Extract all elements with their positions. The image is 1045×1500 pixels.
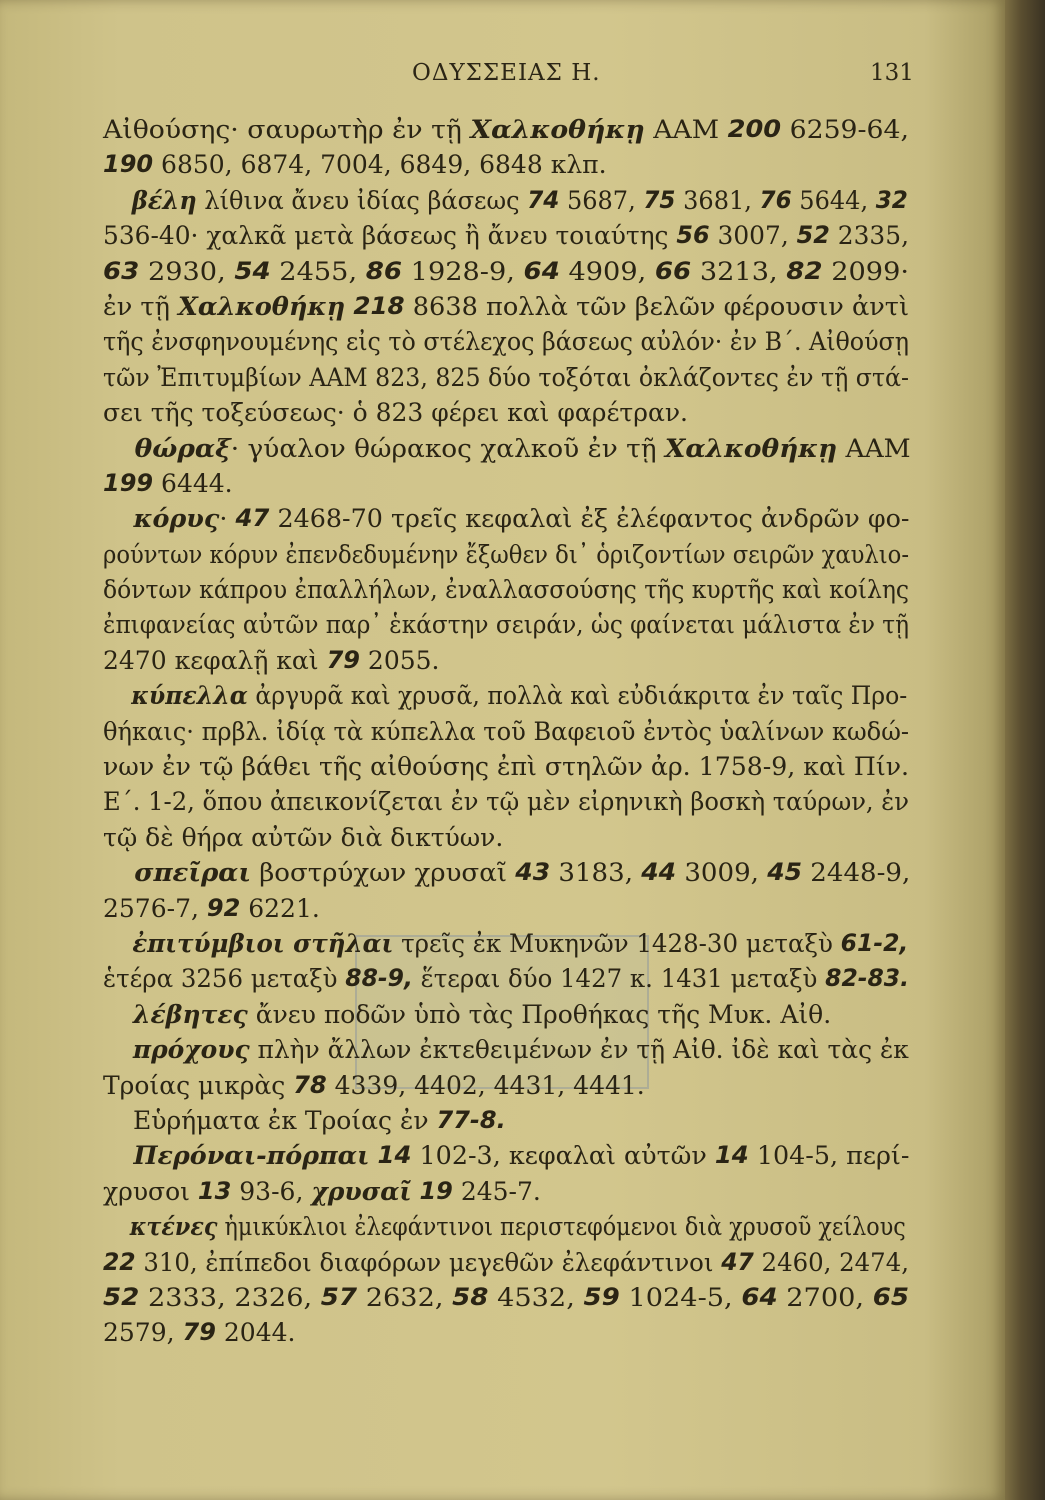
text-run: 245-7. [452,1176,541,1206]
text-run: Εὑρήματα ἐκ Τροίας ἐν [133,1105,437,1135]
reference-number: 52 [796,221,830,250]
text-run: 1024-5, [619,1282,742,1312]
text-line [103,395,909,430]
text-run: 2099· [822,256,909,286]
text-run [345,289,353,324]
text-run: 3007, [709,221,797,251]
reference-number: 19 [419,1176,453,1205]
text-run: λίθινα ἄνευ ἰδίας βάσεως [196,185,528,215]
reference-number: 43 [515,858,551,887]
text-run: δόντων κάπρου ἐπαλλήλων, ἐναλλασσούσης τῆς κυρτῆς καὶ κοίλης [103,575,909,605]
text-run: 4909, [559,256,655,286]
text-line [103,501,921,536]
reference-number: 65 [872,1282,909,1311]
text-run: 5687, [559,185,644,215]
reference-number: 66 [654,256,692,285]
reference-number: 59 [583,1282,620,1311]
text-line [103,643,909,678]
reference-number: 86 [365,256,403,285]
text-run: 2576-7, [103,893,207,923]
reference-number: 76 [759,185,792,214]
text-line [103,572,909,607]
text-run: 6259-64, [781,115,909,144]
text-line [103,360,909,395]
text-run [412,1174,420,1209]
reference-number: 54 [234,256,271,285]
text-run: 4339, 4402, 4431, 4441. [326,1070,645,1100]
text-line [103,1245,909,1280]
text-run: ἡμικύκλιοι ἐλεφάντινοι περιστεφόμενοι διὰ χρυσοῦ χείλους [217,1212,906,1242]
entry-term: χρυσαῖ [311,1176,412,1206]
reference-number: 63 [103,256,140,285]
text-run: · [219,504,236,534]
reference-number: 32 [875,185,908,214]
text-line [103,1032,909,1067]
entry-term: κύπελλα [131,681,248,711]
text-line [103,254,979,289]
text-run: Τροίας μικρὰς [103,1070,294,1100]
reference-number: 57 [320,1282,358,1311]
text-run: ΑΑΜ [644,115,728,144]
text-run: 5644, [791,185,876,215]
text-run: 6850, 6874, 7004, 6849, 6848 κλπ. [153,150,607,180]
text-line [103,1209,906,1244]
text-line [103,466,909,501]
text-run: 102-3, κεφαλαὶ αὐτῶν [411,1141,715,1171]
text-line [103,607,909,642]
text-line [103,183,908,218]
text-run: 2930, [139,256,235,286]
text-line [103,749,915,784]
text-line [103,891,909,926]
running-title: ΟΔΥΣΣΕΙΑΣ Η. [412,60,601,86]
text-line [103,1068,909,1103]
text-run: 2455, [270,256,366,286]
text-run: ἐπιφανείας αὐτῶν παρ᾽ ἑκάστην σειράν, ὡς φαίνεται μάλιστα ἐν τῇ [103,610,909,640]
text-run: 8638 πολλὰ τῶν βελῶν φέρουσιν ἀντὶ [404,291,909,321]
text-run: τρεῖς ἐκ Μυκηνῶν 1428-30 μεταξὺ [393,928,841,958]
entry-term: λέβητες [133,999,248,1029]
text-line [103,1103,909,1138]
text-run: ἀργυρᾶ καὶ χρυσᾶ, πολλὰ καὶ εὐδιάκριτα ἐν ταῖς Προ- [247,681,908,711]
text-run: τῷ δὲ θήρα αὐτῶν διὰ δικτύων. [103,822,504,852]
reference-number: 74 [527,185,560,214]
text-run: πλὴν ἄλλων ἐκτεθειμένων ἐν τῇ Αἰθ. ἰδὲ καὶ τὰς ἐκ [249,1035,909,1065]
text-run: 2700, [777,1282,873,1312]
text-line [103,855,943,890]
text-run: 310, ἐπίπεδοι διαφόρων μεγεθῶν ἐλεφάντινοι [135,1247,722,1277]
page-header [0,60,1005,100]
reference-number: 79 [182,1318,216,1347]
text-run: 2468-70 τρεῖς κεφαλαὶ ἐξ ἐλέφαντος ἀνδρῶν φο- [269,504,910,534]
text-run: σαυρωτὴρ [247,115,384,144]
reference-number: 92 [206,893,241,922]
reference-number: 47 [721,1247,754,1276]
text-line [103,926,909,961]
reference-number: 22 [103,1247,136,1276]
text-line [103,997,909,1032]
entry-term: Χαλκοθήκῃ [470,115,645,144]
reference-number: 200 [727,115,782,143]
text-line [103,147,909,182]
text-run: 6221. [240,893,320,923]
text-line [103,1174,909,1209]
reference-number: 75 [643,185,676,214]
text-run [369,1138,377,1173]
text-run: 2632, [357,1282,453,1312]
text-run: 3681, [675,185,760,215]
text-run: ἕτεραι δύο 1427 κ. 1431 μεταξὺ [412,964,826,994]
reference-number: 78 [293,1070,327,1099]
page-body-text [103,112,909,1351]
text-line [103,112,963,147]
reference-number: 56 [676,221,710,250]
text-run: 104-5, περί- [748,1141,910,1171]
reference-number: 77-8. [436,1105,506,1134]
entry-term: σπεῖραι [134,858,251,888]
reference-number: 82-83. [825,964,909,993]
reference-number: 64 [741,1282,778,1311]
entry-term: Περόναι-πόρπαι [133,1141,370,1171]
text-line [103,289,928,324]
page-number: 131 [870,60,914,86]
entry-term: βέλη [131,185,197,215]
text-line [103,1138,921,1173]
text-line [103,678,908,713]
entry-term: Χαλκοθήκῃ [664,433,838,463]
text-run: ΑΑΜ [837,433,911,463]
text-run: 1928-9, [402,256,524,286]
entry-term: κόρυς [133,504,220,534]
reference-number: 218 [353,291,405,320]
text-run: ἑτέρα 3256 μεταξὺ [103,964,346,994]
reference-number: 82 [786,256,823,285]
text-line [103,961,909,996]
text-run: 3009, [676,858,768,888]
text-run: 2055. [359,645,440,675]
text-run: 93-6, [231,1176,312,1206]
text-run: 2470 κεφαλῇ καὶ [103,645,327,675]
text-line [103,820,909,855]
text-run: θήκαις· πρβλ. ἰδίᾳ τὰ κύπελλα τοῦ Βαφειοῦ ἐντὸς ὑαλίνων κωδώ- [103,716,909,746]
reference-number: 47 [235,504,270,533]
text-run: 2460, 2474, [753,1247,909,1277]
text-line [103,784,909,819]
reference-number: 45 [767,858,803,887]
text-run: · γύαλον θώρακος χαλκοῦ ἐν τῇ [230,433,665,463]
entry-term: ἐπιτύμβιοι στῆλαι [132,928,394,958]
book-edge [1005,0,1045,1500]
reference-number: 190 [103,150,154,179]
reference-number: 88-9, [345,964,413,993]
text-run: χρυσοι [103,1176,198,1206]
reference-number: 14 [377,1141,412,1170]
reference-number: 44 [641,858,677,887]
reference-number: 14 [714,1141,749,1170]
text-line [103,1315,909,1350]
text-run: ἐν τῇ [383,115,471,144]
reference-number: 64 [523,256,560,285]
entry-term: Χαλκοθήκῃ [178,291,346,321]
entry-term: θώραξ [134,433,231,463]
text-run: ρούντων κόρυν ἐπενδεδυμένην ἔξωθεν δι᾽ ὁριζοντίων σειρῶν χαυλιο- [103,539,909,569]
text-run: βοστρύχων χρυσαῖ [250,858,516,888]
text-line [103,537,909,572]
text-run: 3213, [691,256,787,286]
text-run: 2579, [103,1318,183,1348]
text-run: 4532, [488,1282,584,1312]
text-run: 2333, 2326, [139,1282,321,1312]
text-run: Αἰθούσης· [103,115,248,144]
text-run: τῶν Ἐπιτυμβίων ΑΑΜ 823, 825 δύο τοξόται ὀκλάζοντες ἐν τῇ στά- [103,362,909,392]
text-run: 3183, [550,858,642,888]
text-run: ἄνευ ποδῶν ὑπὸ τὰς Προθήκας τῆς Μυκ. Αἰθ. [247,999,832,1029]
text-run: 536-40· χαλκᾶ μετὰ βάσεως ἢ ἄνευ τοιαύτης [103,221,677,251]
reference-number: 52 [103,1282,140,1311]
text-run: σει τῆς τοξεύσεως· ὁ 823 φέρει καὶ φαρέτραν. [103,398,688,428]
text-run: ἐν τῇ [103,291,179,321]
reference-number: 58 [452,1282,489,1311]
reference-number: 79 [326,645,360,674]
entry-term: πρόχους [132,1035,250,1065]
text-line [103,324,909,359]
text-run: 2044. [215,1318,296,1348]
reference-number: 61-2, [840,928,909,957]
text-line [103,1280,979,1315]
text-run: 2448-9, [802,858,911,888]
entry-term: κτένες [129,1212,218,1242]
text-run: τῆς ἐνσφηνουμένης εἰς τὸ στέλεχος βάσεως αὐλόν· ἐν Β΄. Αἰθούσῃ [103,327,909,357]
text-line [103,714,909,749]
reference-number: 199 [103,468,154,497]
text-line [103,218,909,253]
text-line [103,431,953,466]
text-run: 2335, [829,221,909,251]
reference-number: 13 [197,1176,232,1205]
text-run: νων ἐν τῷ βάθει τῆς αἰθούσης ἐπὶ στηλῶν ἀρ. 1758-9, καὶ Πίν. [103,752,909,782]
text-run: Ε΄. 1-2, ὅπου ἀπεικονίζεται ἐν τῷ μὲν εἰρηνικὴ βοσκὴ ταύρων, ἐν [103,787,909,817]
text-run: 6444. [153,468,233,498]
